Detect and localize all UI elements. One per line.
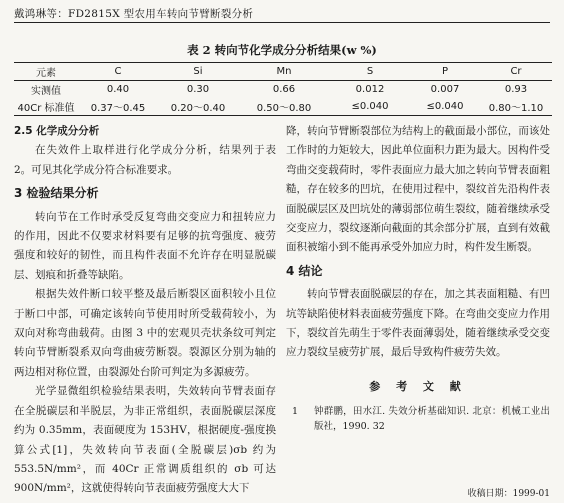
table-cell: 0.66 [272,84,296,95]
table-cell: 40Cr 标准值 [17,103,75,114]
table-header-row [14,63,552,81]
section-heading: 2.5 化学成分分析 [14,125,100,137]
table-cell: 0.50～0.80 [256,103,312,114]
table-row [14,81,552,99]
table-cell: 0.40 [106,84,130,95]
col-header: Cr [510,66,522,77]
table-caption: 表 2 转向节化学成分分析结果(w %) [187,43,377,57]
table-cell: 实测值 [31,86,61,97]
col-header: P [441,66,449,77]
running-head: 戴鸿琳等：FD2815X 型农用车转向节臂断裂分析 [14,8,254,20]
col-header: Mn [276,66,292,77]
composition-table [14,62,552,116]
section-heading: 4 结论 [286,263,323,278]
table-cell: 0.80～1.10 [488,103,544,114]
left-column [14,122,276,499]
reference-number: 1 [292,406,299,418]
paragraph: 降，转向节臂断裂部位为结构上的截面最小部位，而该处工作时的力矩较大，因此单位面积力距为最大。因构件受弯曲交变载荷时，零件表面应力最大加之转向节臂表面粗糙，存在较多的凹坑，在使用过程中，裂纹首先沿构件表面脱碳层区及凹坑处的薄弱部位萌生裂纹，随着继续承受交变应力，裂纹逐渐向截面的其余部分扩展，直到有效截面积被缩小到不能再承受外加应力时，构件发生断裂。 [286,125,550,254]
paragraph: 在失效件上取样进行化学成分分析，结果列于表 2。可见其化学成分符合标准要求。 [14,144,276,176]
table-cell: ≤0.040 [426,101,464,112]
table-row [14,98,552,116]
table-cell: 0.012 [355,84,385,95]
reference-item [286,404,550,434]
table-cell: ≤0.040 [351,101,389,112]
paragraph: 根据失效件断口较平整及最后断裂区面积较小且位于断口中部，可确定该转向节使用时所受载荷较小，为双向对称弯曲载荷。由图 3 中的宏观贝壳状条纹可判定转向节臂断裂系双向弯曲疲劳断裂。裂源区分别为轴的两边相对称位置，由裂源处台阶可判定为多源疲劳。 [14,288,276,378]
reference-text: 钟群鹏，田水江. 失效分析基础知识. 北京：机械工业出版社，1990. 32 [314,406,550,433]
right-column [286,122,550,434]
table-cell: 0.20～0.40 [170,103,226,114]
received-date: 收稿日期：1999-01 [467,489,550,499]
paragraph: 转向节臂表面脱碳层的存在，加之其表面粗糙、有凹坑等缺陷使材料表面疲劳强度下降。在弯曲交变应力作用下，裂纹首先萌生于零件表面薄弱处，随着继续承受交变应力裂纹呈疲劳扩展，最后导致构件疲劳失效。 [286,288,550,359]
table-cell: 0.30 [186,84,210,95]
col-header: S [366,66,374,77]
table-cell: 0.007 [430,84,460,95]
paragraph: 光学显微组织检验结果表明，失效转向节臂表面存在全脱碳层和半脱层，为非正常组织，表面脱碳层深度约为 0.35mm，表面硬度为 153HV，根据硬度-强度换算公式[1]，失效转向节表面(全脱碳层)σb 约为 553.5N/mm²，而 40Cr 正常调质组织的 σb 可达 900N/mm²，这就使得转向节表面疲劳强度大大下 [14,385,276,495]
col-header: 元素 [36,68,56,79]
paragraph: 转向节在工作时承受反复弯曲交变应力和扭转应力的作用，因此不仅要求材料要有足够的抗弯强度、疲劳强度和较好的韧性，而且构件表面不允许存在明显脱碳层、划痕和折叠等缺陷。 [14,210,276,281]
section-heading: 3 检验结果分析 [14,186,99,201]
col-header: C [114,66,122,77]
col-header: Si [193,66,203,77]
header-rule [14,22,550,23]
table-cell: 0.37～0.45 [90,103,146,114]
references-title: 参 考 文 献 [369,379,467,393]
table-cell: 0.93 [504,84,528,95]
